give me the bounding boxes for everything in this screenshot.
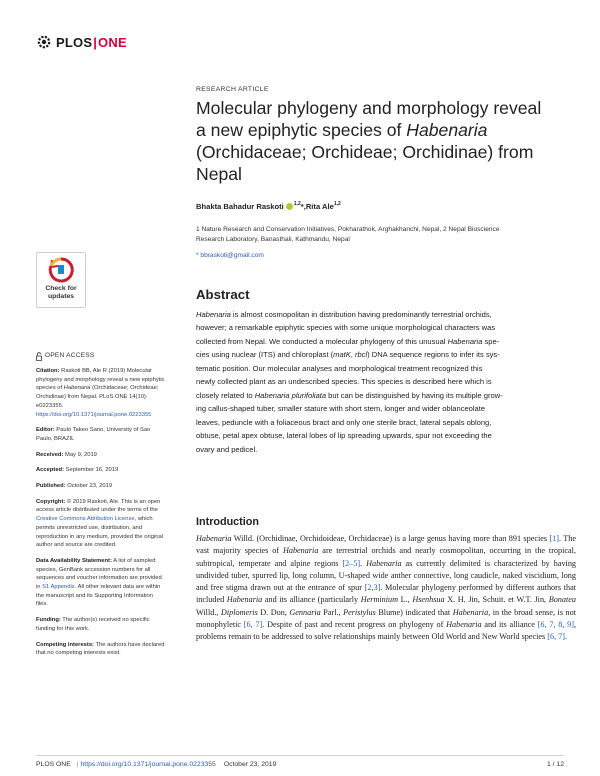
journal-logo[interactable] [36, 32, 127, 52]
received-date: Received: May 9, 2019 [36, 451, 97, 458]
open-access-label[interactable]: OPEN ACCESS [36, 352, 166, 361]
appendix-link[interactable]: S1 Appendix [42, 584, 75, 591]
check-for-updates-badge[interactable]: Check for updates [36, 252, 86, 308]
footer-date: October 23, 2019 [223, 761, 277, 768]
license-link[interactable]: Creative Commons Attribution License [36, 516, 135, 523]
reference-link[interactable]: [1] [549, 534, 559, 543]
footer-journal: PLOS ONE [36, 761, 71, 768]
reference-link[interactable]: [2,3] [364, 583, 381, 592]
reference-link[interactable]: [6, 7, 8, 9] [537, 619, 574, 629]
published-date: Published: October 23, 2019 [36, 483, 113, 490]
open-lock-icon [36, 352, 42, 361]
article-type: RESEARCH ARTICLE [196, 86, 269, 93]
competing-interests-block: Competing interests: The authors have declared that no competing interests exist. [36, 641, 165, 657]
reference-link[interactable]: [2–5] [342, 558, 361, 568]
affiliations: 1 Nature Research and Conservation Initiatives, Pokharathok, Arghakhanchi, Nepal, 2 Nepal Bioscience Research Laboratory, Banasthali, Kathmandu, Nepal [196, 226, 500, 243]
author-list: Bhakta Bahadur Raskoti $^{1,2}$ * , Rita Ale $^{1,2}$ [196, 200, 341, 211]
introduction-text: Habenaria Willd. (Orchidinae, Orchidoideae, Orchidaceae) is a large genus having more than 891 species [1]. The vast majority species of Habenaria are terrestrial orchids and nearly cosmopolitan, occurring in the tropical, subtropical, temperate and alpine regions [2–5]. Habenaria as currently delimited is characterized by having undivided tuber, spurred lip, long column, U-shaped wide anther connective, long caudicle, naked viscidium, long and free stigma drawn out at the entrance of spur [2,3]. Molecular phylogeny performed by different authors that included Habenaria and its alliance (particularly Herminium L., Hsenhsua X. H. Jin, Schuit. et W.T. Jin, Bonatea Willd., Diplomeris D. Don, Gennaria Parl., Peristylus Blume) indicated that Habenaria, in the broad sense, is not monophyletic [6, 7]. Despite of past and recent progress on phylogeny of Habenaria and its alliance [6, 7, 8, 9], problems remain to be addressed to solve relationships mainly between Old World and New World species [6, 7]. [196, 534, 577, 641]
editor-block: Editor: Paulo Takeo Sano, University of Sao Paulo, BRAZIL [36, 427, 151, 442]
page-number: 1 / 12 [546, 761, 564, 768]
reference-link[interactable]: [6, 7] [547, 632, 566, 641]
footer-divider [36, 755, 564, 756]
article-sidebar [36, 352, 166, 665]
funding-block: Funding: The author(s) received no specific funding for this work. [36, 617, 150, 632]
orcid-icon[interactable] [286, 203, 293, 210]
footer-doi-link[interactable]: https://doi.org/10.1371/journal.pone.0223355 [80, 761, 216, 768]
author-name[interactable]: Rita Ale [305, 202, 334, 211]
abstract-heading: Abstract [196, 287, 250, 302]
citation-doi-link[interactable]: https://doi.org/10.1371/journal.pone.0223355 [36, 411, 152, 418]
author-name[interactable]: Bhakta Bahadur Raskoti [196, 202, 284, 211]
corresponding-email[interactable]: * bbraskoti@gmail.com [196, 252, 264, 259]
data-availability-block: Data Availability Statement: A list of sampled species, GenBank accession numbers for all sequences and voucher information are provided in S1 Appendix. All other relevant data are within the manuscript and its Supporting Information files. [36, 557, 162, 608]
logo-wordmark: PLOS|ONE [56, 34, 127, 50]
plos-gear-icon [36, 34, 52, 50]
copyright-block: Copyright: © 2019 Raskoti, Ale. This is an open access article distributed under the terms of the Creative Commons Attribution License, which permits unrestricted use, distribution, and reproduction in any medium, provided the original author and source are credited. [36, 498, 163, 549]
check-updates-icon [48, 257, 74, 283]
accepted-date: Accepted: September 16, 2019 [36, 467, 119, 474]
introduction-heading: Introduction [196, 516, 259, 528]
page-footer: PLOS ONE | https://doi.org/10.1371/journal.pone.0223355 October 23, 2019 1 / 12 [36, 761, 564, 768]
citation-block: Citation: Raskoti BB, Ale R (2019) Molecular phylogeny and morphology reveal a new epiphytic species of Habenaria (Orchidaceae; Orchideae; Orchidinae) from Nepal. PLoS ONE 14(10): e0223355. https://doi.org/10.1371/journal.pone.0223355 [36, 368, 165, 418]
abstract-text: Habenaria is almost cosmopolitan in distribution having predominantly terrestrial orchids, however; a remarkable epiphytic species with some unique morphological characters was collected from Nepal. We conducted a molecular phylogeny of this unusual Habenaria spe- cies using nuclear (ITS) and chloroplast (matK, rbcl) DNA sequence regions to infer its sys- tematic position. Our molecular analyses and morphological treatment recognized this newly collected plant as an undescribed species. This species is described here which is closely related to Habenaria plurifoliata but can be distinguished by having its multiple grow- ing callus-shaped tuber, smaller stature with short stem, longer and wider oblanceolate leaves, peduncle with a foliaceous bract and only one sterile bract, lateral sepals oblong, obtuse, petal apex obtuse, lateral lobes of lip spreading upwards, spur not exceeding the ovary and pedicel. [196, 310, 503, 454]
reference-link[interactable]: [6, 7] [243, 619, 263, 629]
article-title: Molecular phylogeny and morphology reveal a new epiphytic species of Habenaria (Orchidaceae; Orchideae; Orchidinae) from Nepal [196, 98, 542, 184]
